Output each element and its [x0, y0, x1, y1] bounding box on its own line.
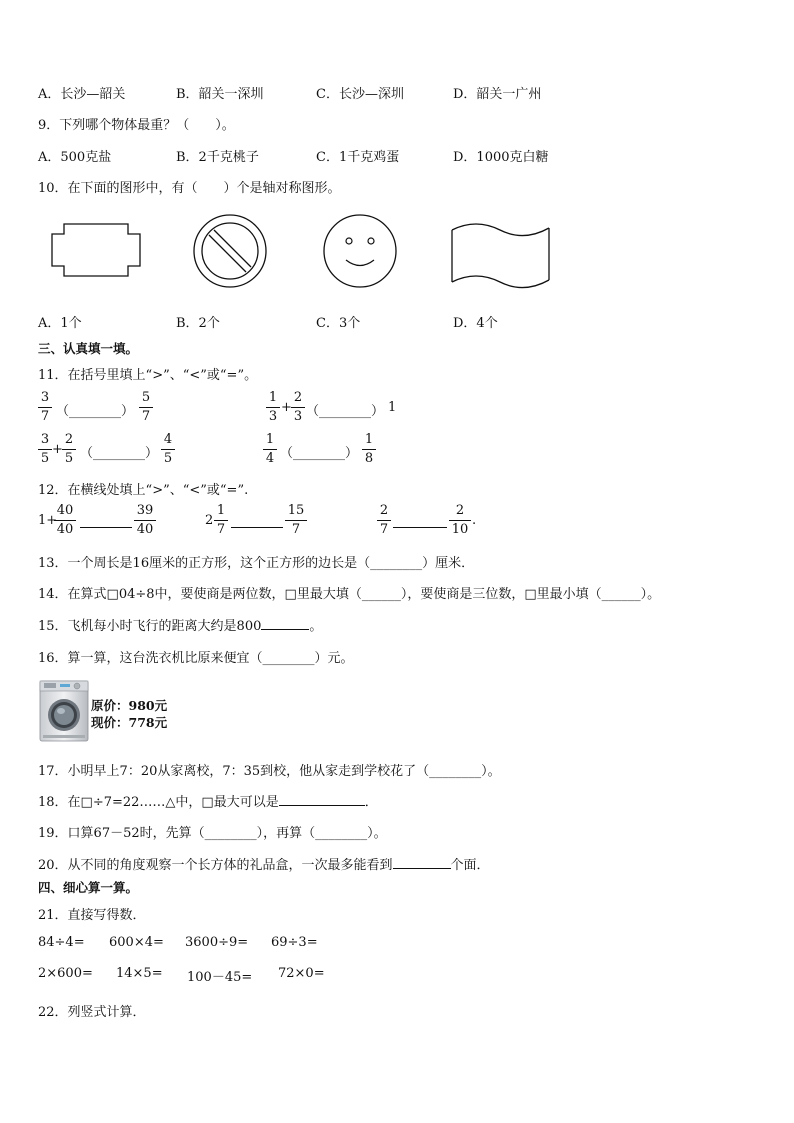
q10-option-b: B．2个 [176, 316, 220, 331]
q9-option-b: B．2千克桃子 [176, 150, 259, 165]
fraction: 1 8 [362, 433, 376, 466]
plus-sign: + [52, 442, 63, 457]
section4-title: 四、细心算一算。 [38, 880, 139, 895]
answer-line[interactable] [80, 513, 132, 532]
q18-text: 18．在□÷7=22……△中，□最大可以是 [38, 795, 279, 810]
fraction: 39 40 [134, 504, 156, 537]
q8-option-c: C．长沙—深圳 [316, 87, 404, 102]
q9-option-a: A．500克盐 [38, 150, 112, 165]
q11-stem: 11．在括号里填上“>”、“<”或“=”。 [38, 368, 258, 383]
fraction: 1 7 [214, 504, 228, 537]
q15-line [38, 615, 322, 634]
fraction: 3 5 [38, 433, 52, 466]
q21-item: 72×0= [278, 966, 325, 981]
q21-item: 600×4= [109, 935, 164, 950]
fraction: 2 7 [377, 504, 391, 537]
q13-text: 13．一个周长是16厘米的正方形，这个正方形的边长是（________）厘米． [38, 556, 475, 571]
q20-line [38, 854, 490, 873]
answer-paren[interactable]: （________） [306, 404, 385, 419]
prohibition-sign-shape [192, 213, 268, 289]
answer-line[interactable] [279, 793, 365, 806]
q18-line [38, 791, 378, 810]
answer-paren[interactable]: （________） [280, 446, 359, 461]
q9-stem: 9．下列哪个物体最重？（ ）。 [38, 118, 235, 133]
fraction: 2 5 [62, 433, 76, 466]
q12-prefix: 1+ [38, 513, 58, 528]
q21-item: 2×600= [38, 966, 93, 981]
q9-option-d: D．1000克白糖 [453, 150, 549, 165]
q10-option-d: D．4个 [453, 316, 498, 331]
original-price: 原价：980元 [91, 698, 168, 713]
q21-item: 100－45= [187, 970, 253, 985]
q21-item: 69÷3= [271, 935, 318, 950]
q21-item: 3600÷9= [185, 935, 249, 950]
q16-stem: 16．算一算，这台洗衣机比原来便宜（________）元。 [38, 651, 354, 666]
q21-stem: 21．直接写得数． [38, 908, 146, 923]
answer-line[interactable] [261, 617, 309, 630]
q20-end: 个面． [450, 858, 490, 873]
wavy-banner-shape [450, 224, 552, 286]
q12-stem: 12．在横线处填上“>”、“<”或“=”. [38, 483, 249, 498]
fraction: 1 3 [266, 391, 280, 424]
answer-paren[interactable]: （________） [80, 446, 159, 461]
q17-text: 17．小明早上7：20从家离校，7：35到校，他从家走到学校花了（________）。 [38, 764, 501, 779]
fraction: 4 5 [161, 433, 175, 466]
q12-period: . [472, 513, 477, 528]
q20-text: 20．从不同的角度观察一个长方体的礼品盒，一次最多能看到 [38, 858, 393, 873]
section3-title: 三、认真填一填。 [38, 341, 139, 356]
fraction: 2 10 [449, 504, 471, 537]
answer-line[interactable] [231, 513, 283, 532]
q18-end: ． [364, 795, 378, 810]
smiley-face-shape [322, 213, 398, 289]
q12-whole: 2 [205, 513, 214, 528]
q19-text: 19．口算67－52时，先算（________），再算（________）。 [38, 826, 387, 841]
fraction: 15 7 [285, 504, 307, 537]
answer-line[interactable] [393, 856, 451, 869]
fraction: 2 3 [291, 391, 305, 424]
q8-option-d: D．韶关一广州 [453, 87, 542, 102]
fraction: 5 7 [139, 391, 153, 424]
q8-option-b: B．韶关一深圳 [176, 87, 264, 102]
notched-rectangle-shape [50, 222, 142, 278]
fraction: 40 40 [54, 504, 76, 537]
q15-end: 。 [309, 619, 323, 634]
fraction: 1 4 [263, 433, 277, 466]
q10-option-a: A．1个 [38, 316, 82, 331]
fraction: 3 7 [38, 391, 52, 424]
q21-item: 14×5= [116, 966, 163, 981]
q15-text: 15．飞机每小时飞行的距离大约是800 [38, 619, 262, 634]
q21-item: 84÷4= [38, 935, 85, 950]
q22-text: 22．列竖式计算． [38, 1005, 146, 1020]
q8-option-a: A．长沙—韶关 [38, 87, 126, 102]
answer-line[interactable] [393, 513, 447, 532]
q10-option-c: C．3个 [316, 316, 361, 331]
answer-paren[interactable]: （________） [56, 404, 135, 419]
q10-stem: 10．在下面的图形中，有（ ）个是轴对称图形。 [38, 181, 341, 196]
current-price: 现价：778元 [91, 715, 168, 730]
washing-machine-image [39, 680, 89, 742]
q11-rhs: 1 [388, 400, 397, 415]
q9-option-c: C．1千克鸡蛋 [316, 150, 400, 165]
q14-text: 14．在算式□04÷8中，要使商是两位数，□里最大填（______），要使商是三位数，□里最小填（______）。 [38, 587, 661, 602]
plus-sign: + [281, 400, 292, 415]
